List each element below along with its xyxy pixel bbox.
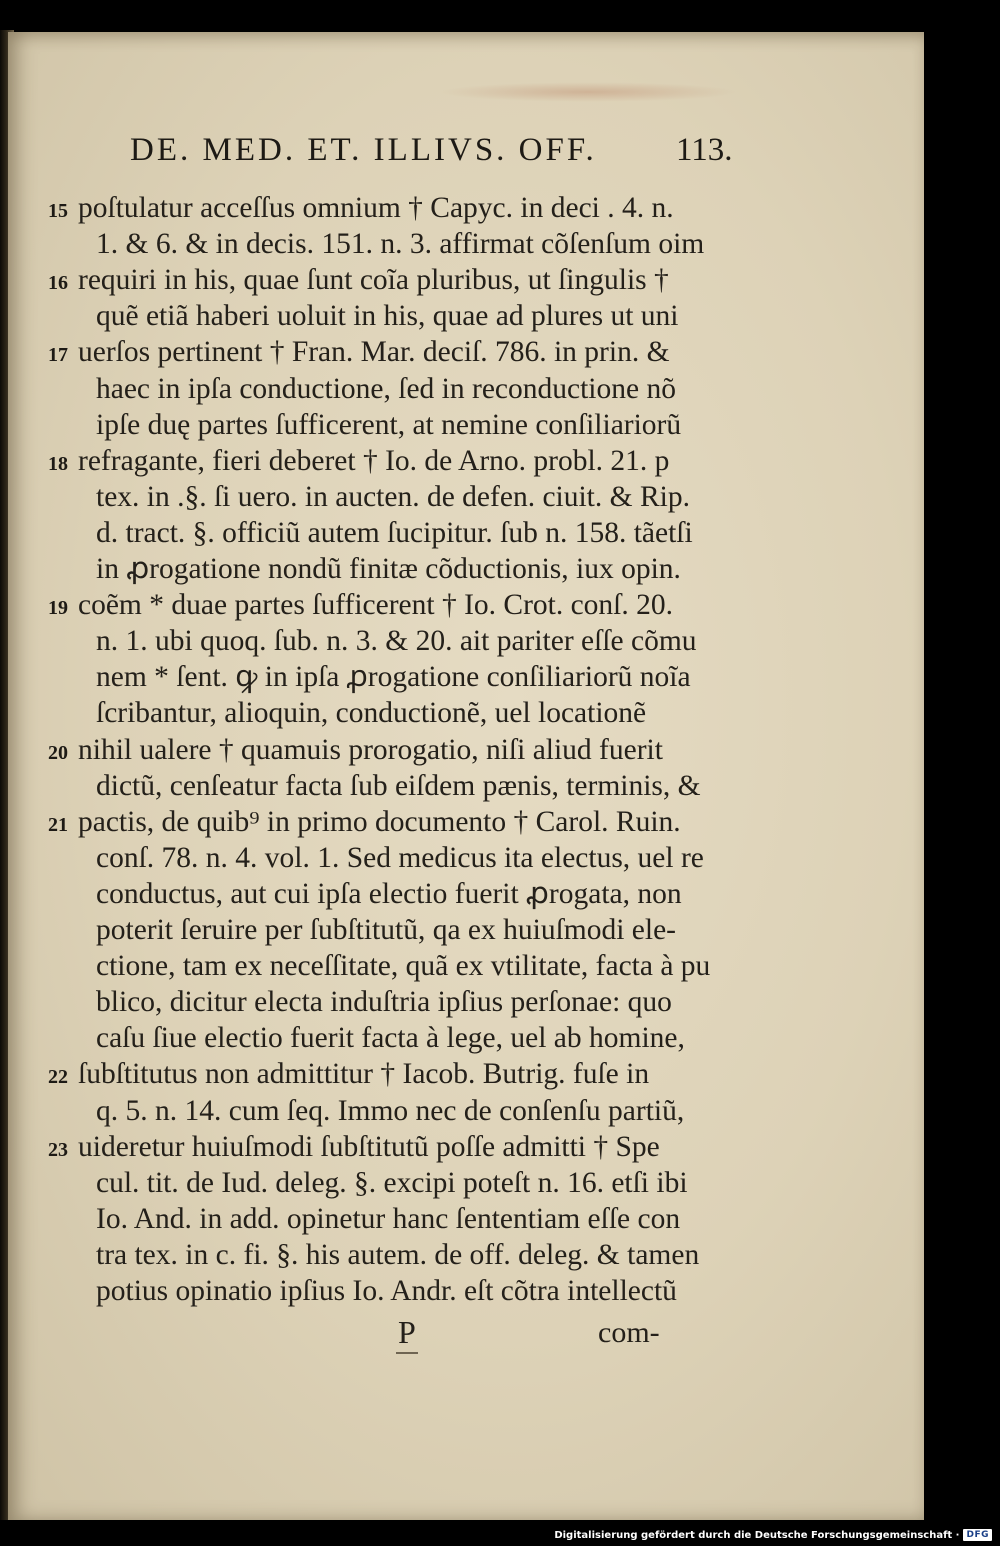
line-text: in ꝓrogatione nondũ finitæ cõductionis, iux opin. — [96, 553, 681, 585]
text-line — [48, 876, 888, 912]
text-line — [48, 262, 888, 298]
margin-line-number: 23 — [48, 1138, 68, 1161]
text-line — [48, 732, 888, 768]
text-line — [48, 804, 888, 840]
line-text: dictũ, cenſeatur facta ſub eiſdem pænis, terminis, & — [96, 769, 701, 802]
line-text: q. 5. n. 14. cum ſeq. Immo nec de conſenſu partiũ, — [96, 1094, 685, 1127]
body-text — [8, 32, 924, 1520]
text-line — [48, 1201, 888, 1237]
margin-line-number: 18 — [48, 452, 68, 475]
text-line — [48, 984, 888, 1020]
margin-line-number: 17 — [48, 344, 68, 367]
line-text: uerſos pertinent † Fran. Mar. deciſ. 786. in prin. & — [78, 336, 670, 369]
line-text: uideretur huiuſmodi ſubſtitutũ poſſe admitti † Spe — [78, 1130, 660, 1163]
line-text: n. 1. ubi quoq. ſub. n. 3. & 20. ait pariter eſſe cõmu — [96, 625, 697, 658]
text-line — [48, 479, 888, 515]
margin-line-number: 16 — [48, 272, 68, 295]
line-text: d. tract. §. officiũ autem ſucipitur. ſub n. 158. tãetſi — [96, 516, 693, 549]
text-line — [48, 1056, 888, 1092]
margin-line-number: 15 — [48, 200, 68, 222]
running-header: DE. MED. ET. ILLIVS. OFF. — [130, 132, 597, 168]
line-text: ipſe duę partes ſufficerent, at nemine conſiliariorũ — [96, 408, 682, 441]
text-line — [48, 587, 888, 623]
dfg-logo: DFG — [963, 1529, 992, 1541]
line-text: ctione, tam ex neceſſitate, quã ex vtilitate, facta à pu — [96, 950, 711, 983]
text-line — [48, 768, 888, 804]
line-text: poſtulatur acceſſus omnium † Capyc. in deci . 4. n. — [78, 192, 674, 224]
text-line — [48, 1093, 888, 1129]
line-text: tra tex. in c. fi. §. his autem. de off. deleg. & tamen — [96, 1238, 700, 1271]
text-line — [48, 226, 888, 262]
line-text: cul. tit. de Iud. deleg. §. excipi poteſt n. 16. etſi ibi — [96, 1166, 688, 1199]
line-text: conſ. 78. n. 4. vol. 1. Sed medicus ita electus, uel re — [96, 841, 704, 874]
text-line — [48, 623, 888, 659]
line-text: Io. And. in add. opinetur hanc ſententiam eſſe con — [96, 1202, 681, 1235]
text-line — [48, 695, 888, 731]
line-text: poterit ſeruire per ſubſtitutũ, qa ex huiuſmodi ele- — [96, 914, 677, 946]
line-text: quẽ etiã haberi uoluit in his, quae ad plures ut uni — [96, 300, 679, 333]
text-line — [48, 912, 888, 948]
text-line — [48, 371, 888, 407]
line-text: coẽm * duae partes ſufficerent † Io. Crot. conſ. 20. — [78, 589, 673, 622]
text-line — [48, 1020, 888, 1056]
text-line — [48, 551, 888, 587]
page-number: 113. — [676, 132, 733, 168]
catchword: com- — [598, 1316, 660, 1349]
text-line — [48, 1237, 888, 1273]
margin-line-number: 22 — [48, 1066, 68, 1089]
credit-text: Digitalisierung gefördert durch die Deutsche Forschungsgemeinschaft · — [554, 1529, 960, 1541]
line-text: 1. & 6. & in decis. 151. n. 3. affirmat cõſenſum oim — [96, 228, 705, 261]
text-line — [48, 407, 888, 443]
text-line — [48, 190, 888, 226]
line-text: nem * ſent. ꝙ in ipſa ꝓrogatione conſiliariorũ noĩa — [96, 661, 691, 694]
line-text: blico, dicitur electa induſtria ipſius perſonae: quo — [96, 986, 672, 1019]
page-footer-row — [8, 1314, 924, 1354]
line-text: nihil ualere † quamuis prorogatio, niſi aliud fuerit — [78, 733, 663, 766]
line-text: ſubſtitutus non admittitur † Iacob. Butrig. fuſe in — [78, 1058, 650, 1091]
text-line — [48, 298, 888, 334]
line-text: haec in ipſa conductione, ſed in reconductione nõ — [96, 372, 676, 405]
text-line — [48, 948, 888, 984]
text-line — [48, 515, 888, 551]
text-line — [48, 840, 888, 876]
digitization-credit — [554, 1528, 992, 1542]
text-line — [48, 659, 888, 695]
line-text: ſcribantur, alioquin, conductionẽ, uel locationẽ — [96, 697, 647, 730]
margin-line-number: 19 — [48, 597, 68, 620]
signature-underline — [396, 1352, 418, 1354]
line-text: tex. in .§. ſi uero. in aucten. de defen. ciuit. & Rip. — [96, 480, 690, 513]
signature-mark: P — [398, 1314, 416, 1350]
margin-line-number: 20 — [48, 741, 68, 764]
line-text: pactis, de quib⁹ in primo documento † Carol. Ruin. — [78, 805, 681, 838]
line-text: requiri in his, quae ſunt coĩa pluribus, ut ſingulis † — [78, 264, 669, 297]
text-line — [48, 1165, 888, 1201]
line-text: caſu ſiue electio fuerit facta à lege, uel ab homine, — [96, 1022, 685, 1055]
text-line — [48, 334, 888, 370]
text-line — [48, 443, 888, 479]
line-text: potius opinatio ipſius Io. Andr. eſt cõtra intellectũ — [96, 1275, 677, 1307]
text-line — [48, 1129, 888, 1165]
line-text: refragante, fieri deberet † Io. de Arno. probl. 21. p — [78, 444, 670, 477]
book-page — [8, 32, 924, 1520]
text-line — [48, 1273, 888, 1309]
line-text: conductus, aut cui ipſa electio fuerit ꝓrogata, non — [96, 877, 682, 910]
margin-line-number: 21 — [48, 813, 68, 836]
